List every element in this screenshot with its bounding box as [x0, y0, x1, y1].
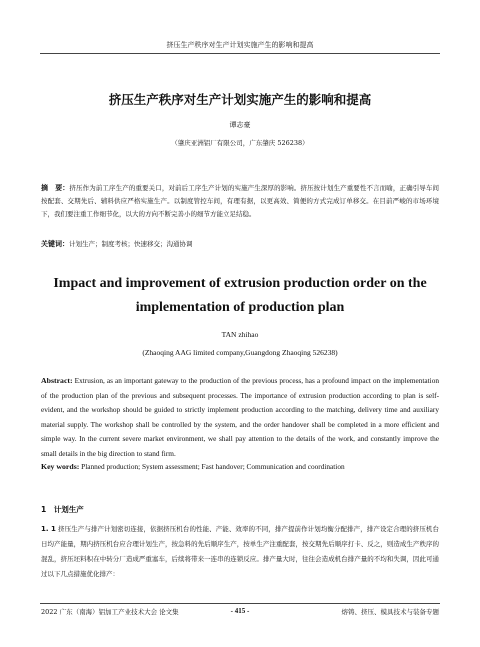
- section-heading: 1 计划生产: [41, 505, 84, 514]
- chinese-keywords: [41, 238, 439, 251]
- paragraph-text: 挤压生产与排产计划密切连接，依据挤压机台的性能、产能、效率的不同，排产提前作计划均衡分配排产，排产设定合理的挤压机台日均产能量，期内挤压机台应合理计划生产，按急料的先后顺序生产，按单生产注重配套，按交期先后顺序打卡、反之，则造成生产秩序的混乱，挤压坯料积在中转分厂造成严重塞车，后续将带来一连串的连锁反应。排产量大时，往往会造成机台排产量的不均和失调，因此可通过以下几点措施优化排产：: [41, 525, 439, 578]
- page-number: - 415 -: [230, 607, 250, 615]
- footer-divider: [40, 603, 440, 604]
- english-abstract-text: Extrusion, as an important gateway to the production of the previous process, has a profound impact on the implementation of the production plan of the previous and subsequent processes. The importance of extrusion production according to plan is self-evident, and the workshop should be guided to strictly implement production according to the matching, delivery time and auxiliary material supply. The workshop shall be controlled by the system, and the order handover shall be completed in a more efficient and simple way. In the current severe market environment, we shall pay attention to the details of the work, and constantly improve the small details in the big direction to stand firm.: [41, 376, 439, 458]
- paragraph-number: 1. 1: [41, 525, 56, 533]
- chinese-abstract-text: 挤压作为前工序生产的重要关口，对前后工序生产计划的实施产生深厚的影响。挤压按计划生产重要性不言而喻，正确引导车间按配套、交期先后、辅料供应严格实施生产。以制度管控车间，有理有据，以更高效、简便的方式完成订单移交。在目前严峻的市场环境下，我们要注重工作细节化，以大的方向不断完善小的细节方能立足结稳。: [41, 184, 440, 218]
- chinese-abstract: [41, 182, 439, 221]
- chinese-keywords-label: 关键词：: [41, 240, 69, 248]
- chinese-title: 挤压生产秩序对生产计划实施产生的影响和提高: [108, 92, 372, 107]
- english-abstract: [41, 374, 439, 462]
- english-abstract-label: Abstract:: [41, 376, 73, 385]
- body-paragraph: [41, 522, 439, 582]
- footer-proceedings: 2022 广东（南海）铝加工产业技术大会 论文集: [41, 608, 179, 616]
- english-keywords: [41, 460, 439, 474]
- chinese-affiliation: （肇庆亚洲铝厂有限公司，广东肇庆 526238）: [171, 139, 309, 147]
- chinese-abstract-label: 摘 要：: [41, 184, 70, 192]
- english-keywords-label: Key words:: [41, 462, 80, 471]
- chinese-keywords-text: 计划生产；制度考核；快速移交；沟通协调: [69, 240, 193, 248]
- header-divider: [40, 53, 440, 54]
- chinese-author: 谭志豪: [229, 121, 251, 129]
- english-affiliation: (Zhaoqing AAG limited company,Guangdong Zhaoqing 526238): [142, 348, 338, 357]
- english-author: TAN zhihao: [221, 330, 259, 339]
- footer-topic: 熔铸、挤压、模具技术与装备专题: [341, 608, 439, 616]
- running-header: 挤压生产秩序对生产计划实施产生的影响和提高: [166, 41, 314, 49]
- english-keywords-text: Planned production; System assessment; Fast handover; Communication and coordination: [79, 462, 345, 471]
- english-title: Impact and improvement of extrusion production order on the implementation of production plan: [53, 276, 427, 315]
